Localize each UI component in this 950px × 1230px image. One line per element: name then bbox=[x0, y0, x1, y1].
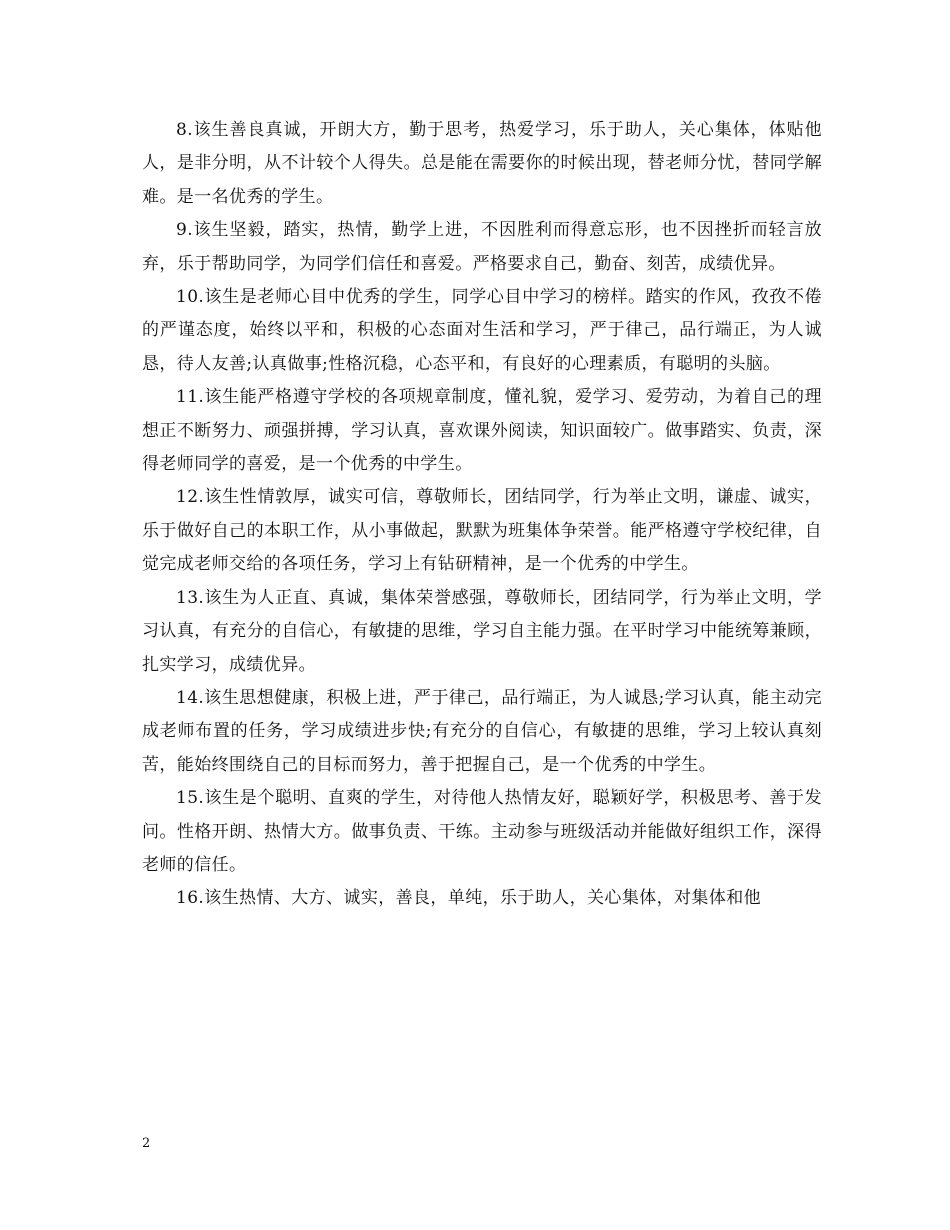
paragraph-13: 13.该生为人正直、真诚，集体荣誉感强，尊敬师长，团结同学，行为举止文明，学习认真，有充分的自信心，有敏捷的思维，学习自主能力强。在平时学习中能统筹兼顾，扎实学习，成绩优异。 bbox=[142, 587, 822, 675]
page-number: 2 bbox=[142, 1136, 151, 1151]
paragraph-16: 16.该生热情、大方、诚实，善良，单纯，乐于助人，关心集体，对集体和他 bbox=[176, 888, 762, 909]
paragraph-8: 8.该生善良真诚，开朗大方，勤于思考，热爱学习，乐于助人，关心集体，体贴他人，是非分明，从不计较个人得失。总是能在需要你的时候出现，替老师分忧，替同学解难。是一名优秀的学生。 bbox=[142, 120, 822, 207]
paragraph-10: 10.该生是老师心目中优秀的学生，同学心目中学习的榜样。踏实的作风，孜孜不倦的严谨态度，始终以平和，积极的心态面对生活和学习，严于律己，品行端正，为人诚恳，待人友善;认真做事;性格沉稳，心态平和，有良好的心理素质，有聪明的头脑。 bbox=[142, 287, 822, 374]
paragraph-9: 9.该生坚毅，踏实，热情，勤学上进，不因胜利而得意忘形，也不因挫折而轻言放弃，乐于帮助同学，为同学们信任和喜爱。严格要求自己，勤奋、刻苦，成绩优异。 bbox=[142, 220, 822, 274]
paragraph-11: 11.该生能严格遵守学校的各项规章制度，懂礼貌，爱学习、爱劳动，为着自己的理想正不断努力、顽强拼搏，学习认真，喜欢课外阅读，知识面较广。做事踏实、负责，深得老师同学的喜爱，是一个优秀的中学生。 bbox=[142, 387, 822, 475]
paragraph-12: 12.该生性情敦厚，诚实可信，尊敬师长，团结同学，行为举止文明，谦虚、诚实，乐于做好自己的本职工作，从小事做起，默默为班集体争荣誉。能严格遵守学校纪律，自觉完成老师交给的各项任务，学习上有钻研精神，是一个优秀的中学生。 bbox=[142, 487, 822, 575]
document-body bbox=[142, 114, 822, 916]
paragraph-15: 15.该生是个聪明、直爽的学生，对待他人热情友好，聪颖好学，积极思考、善于发问。性格开朗、热情大方。做事负责、干练。主动参与班级活动并能做好组织工作，深得老师的信任。 bbox=[142, 788, 822, 875]
paragraph-14: 14.该生思想健康，积极上进，严于律己，品行端正，为人诚恳;学习认真，能主动完成老师布置的任务，学习成绩进步快;有充分的自信心，有敏捷的思维，学习上较认真刻苦，能始终围绕自己的目标而努力，善于把握自己，是一个优秀的中学生。 bbox=[142, 687, 822, 775]
